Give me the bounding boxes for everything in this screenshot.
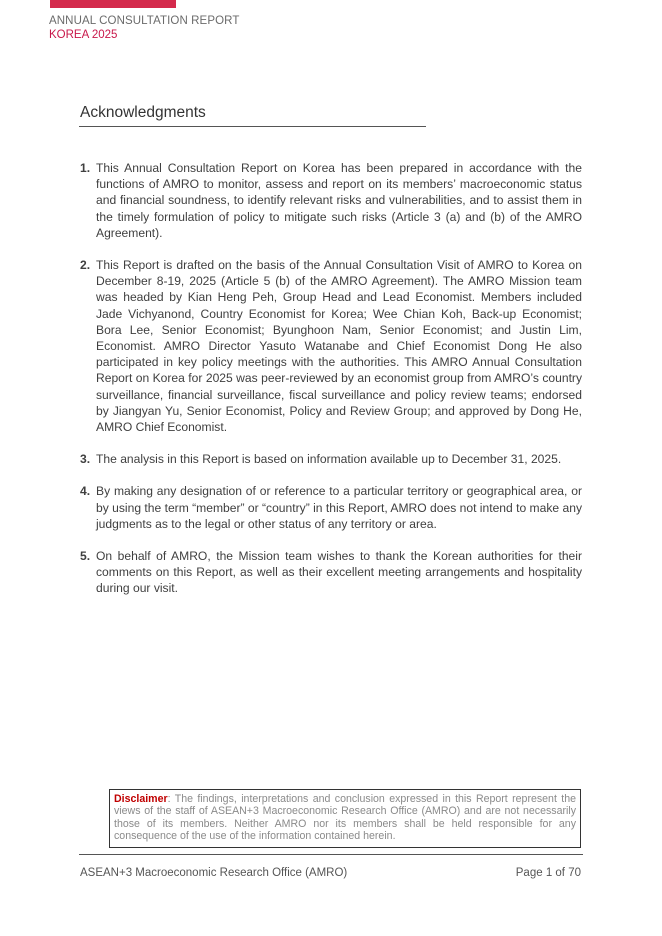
paragraph-text: The analysis in this Report is based on information available up to December 31, 2025. [96, 452, 562, 467]
disclaimer-label: Disclaimer [114, 793, 168, 805]
paragraph-3 [80, 451, 582, 467]
paragraph-number: 1. [80, 161, 91, 175]
acknowledgment-paragraphs [80, 160, 582, 613]
paragraph-text: This Annual Consultation Report on Korea has been prepared in accordance with the functions of AMRO to monitor, assess and report on its members’ macroeconomic status and financial soundness, to identify relevant risks and vulnerabilities, and to assist them in the timely formulation of policy to mitigate such risks (Article 3 (a) and (b) of the AMRO Agreement). [96, 161, 582, 240]
paragraph-number: 5. [80, 549, 91, 564]
report-header-title: ANNUAL CONSULTATION REPORT [49, 15, 240, 27]
footer-divider [79, 854, 583, 855]
paragraph-text: On behalf of AMRO, the Mission team wishes to thank the Korean authorities for their comments on this Report, as well as their excellent meeting arrangements and hospitality during our visit. [96, 549, 582, 596]
paragraph-number: 3. [80, 452, 91, 467]
paragraph-number: 2. [80, 258, 91, 273]
disclaimer-text: : The findings, interpretations and conclusion expressed in this Report represent the views of the staff of ASEAN+3 Macroeconomic Research Office (AMRO) and are not necessarily those of its members. Neither AMRO nor its members shall be held responsible for any consequence of the use of the information contained herein. [114, 793, 576, 843]
paragraph-number: 4. [80, 484, 91, 499]
section-divider [79, 126, 426, 127]
footer-organization: ASEAN+3 Macroeconomic Research Office (AMRO) [80, 867, 348, 879]
paragraph-5 [80, 548, 582, 597]
paragraph-2 [80, 257, 582, 435]
page-number: Page 1 of 70 [515, 867, 581, 879]
section-title: Acknowledgments [80, 104, 206, 121]
paragraph-text: By making any designation of or reference to a particular territory or geographical area, or by using the term “member” or “country” in this Report, AMRO does not intend to make any judgments as to the legal or other status of any territory or area. [96, 484, 582, 531]
header-accent-bar [50, 0, 176, 8]
paragraph-text: This Report is drafted on the basis of the Annual Consultation Visit of AMRO to Korea on December 8-19, 2025 (Article 5 (b) of the AMRO Agreement). The AMRO Mission team was headed by Kian Heng Peh, Group Head and Lead Economist. Members included Jade Vichyanond, Country Economist for Korea; Wee Chian Koh, Back-up Economist; Bora Lee, Senior Economist; Byunghoon Nam, Senior Economist; and Justin Lim, Economist. AMRO Director Yasuto Watanabe and Chief Economist Dong He also participated in key policy meetings with the authorities. This AMRO Annual Consultation Report on Korea for 2025 was peer-reviewed by an economist group from AMRO’s country surveillance, financial surveillance, fiscal surveillance and policy review teams; endorsed by Jiangyan Yu, Senior Economist, Policy and Review Group; and approved by Dong He, AMRO Chief Economist. [96, 258, 582, 435]
report-header-subtitle: KOREA 2025 [49, 29, 118, 41]
disclaimer-box [109, 789, 581, 848]
paragraph-4 [80, 483, 582, 532]
paragraph-1 [80, 160, 582, 241]
